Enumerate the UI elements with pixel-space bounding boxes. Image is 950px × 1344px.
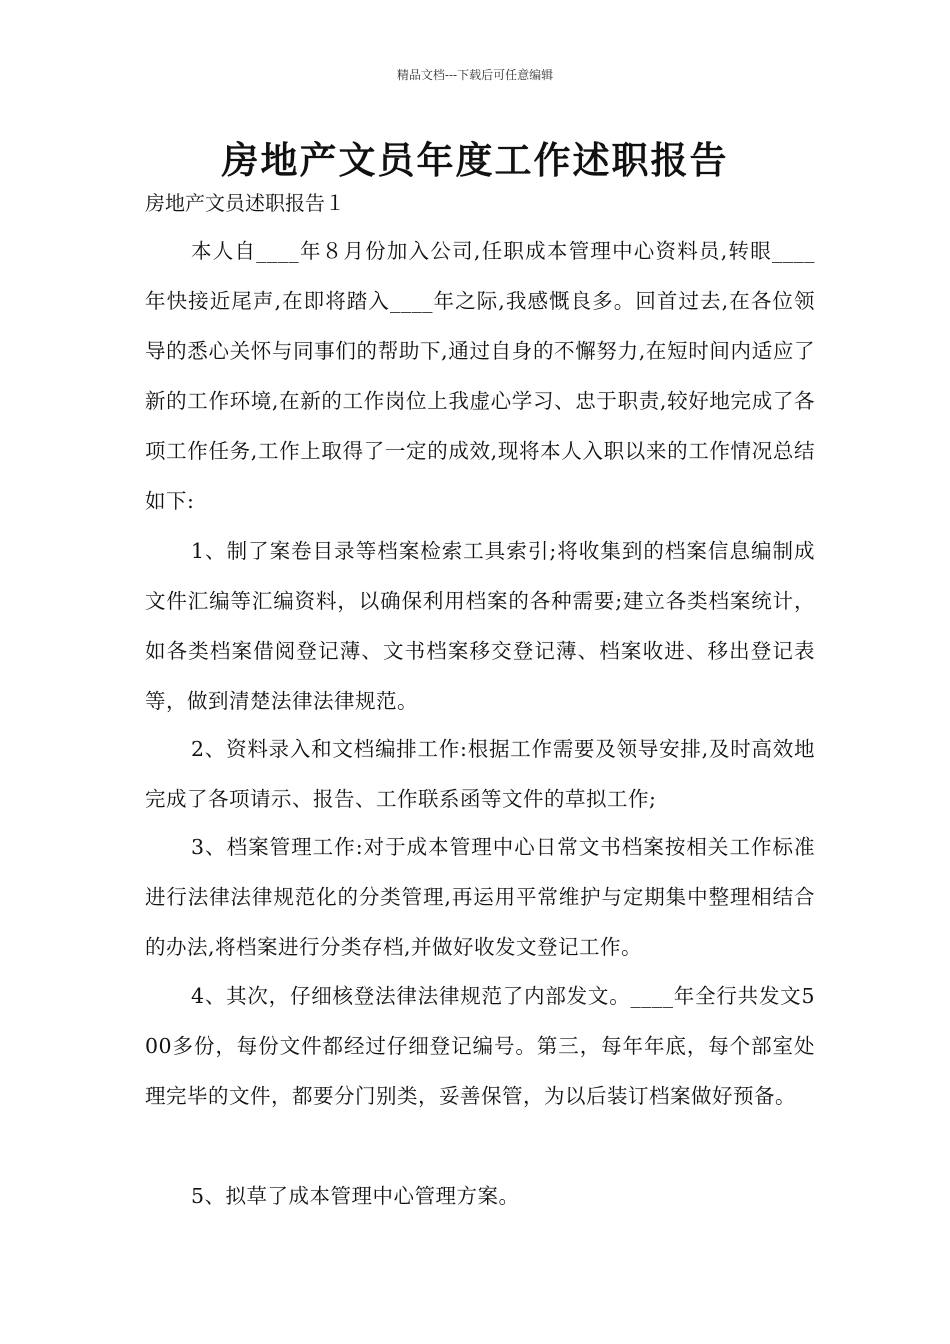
page-header: 精品文档---下载后可任意编辑 <box>396 68 554 82</box>
paragraph-intro: 本人自____年８月份加入公司,任职成本管理中心资料员,转眼____年快接近尾声,在即将踏入____年之际,我感慨良多。回首过去,在各位领导的悉心关怀与同事们的帮助下,通过自身的不懈努力,在短时间内适应了新的工作环境,在新的工作岗位上我虚心学习、忠于职责,较好地完成了各项工作任务,工作上取得了一定的成效,现将本人入职以来的工作情况总结如下: <box>145 239 815 513</box>
paragraph-item-1: 1、制了案卷目录等档案检索工具索引;将收集到的档案信息编制成文件汇编等汇编资料，以确保利用档案的各种需要;建立各类档案统计，如各类档案借阅登记薄、文书档案移交登记薄、档案收进、移出登记表等，做到清楚法律法律规范。 <box>145 539 815 713</box>
paragraph-item-3: 3、档案管理工作:对于成本管理中心日常文书档案按相关工作标准进行法律法律规范化的分类管理,再运用平常维护与定期集中整理相结合的办法,将档案进行分类存档,并做好收发文登记工作。 <box>145 835 815 959</box>
document-subtitle: 房地产文员述职报告１ <box>145 191 345 215</box>
paragraph-item-2: 2、资料录入和文档编排工作:根据工作需要及领导安排,及时高效地完成了各项请示、报告、工作联系函等文件的草拟工作; <box>145 737 815 811</box>
paragraph-item-4: 4、其次，仔细核登法律法律规范了内部发文。____年全行共发文500多份，每份文件都经过仔细登记编号。第三，每年年底，每个部室处理完毕的文件，都要分门别类，妥善保管，为以后装订档案做好预备。 <box>145 984 815 1108</box>
document-title: 房地产文员年度工作述职报告 <box>221 138 729 182</box>
paragraph-item-5: 5、拟草了成本管理中心管理方案。 <box>191 1184 520 1208</box>
